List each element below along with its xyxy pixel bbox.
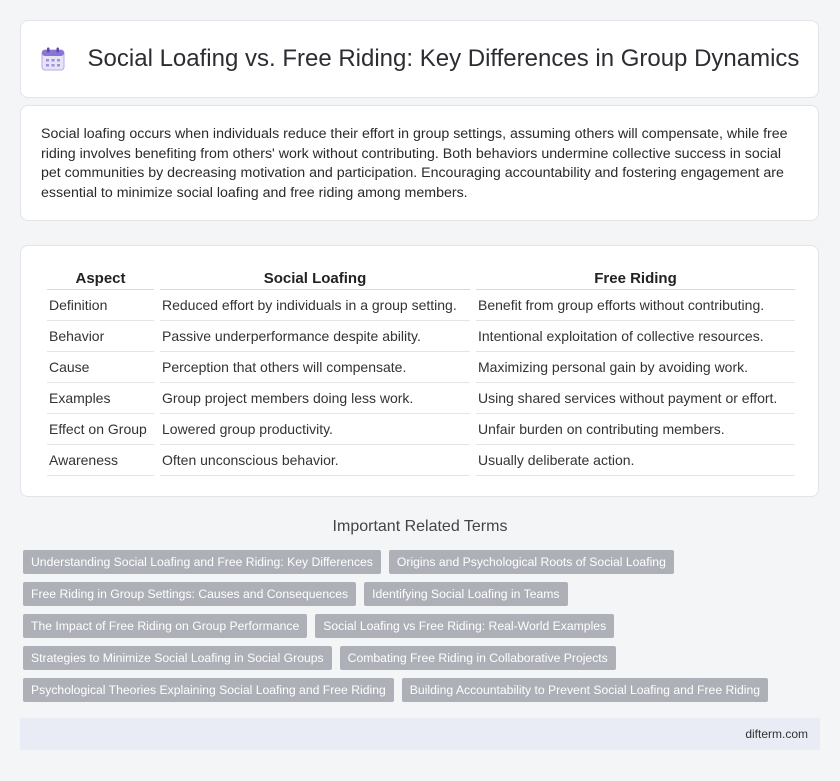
related-term-tag[interactable]: Origins and Psychological Roots of Social Loafing bbox=[389, 550, 674, 574]
related-term-tag[interactable]: Free Riding in Group Settings: Causes and Consequences bbox=[23, 582, 356, 606]
footer bbox=[20, 718, 820, 750]
comparison-card bbox=[20, 245, 819, 497]
table-cell: Awareness bbox=[47, 445, 154, 476]
tag-row bbox=[23, 582, 823, 606]
column-header: Free Riding bbox=[476, 266, 795, 290]
table-cell: Effect on Group bbox=[47, 414, 154, 445]
table-row bbox=[47, 383, 795, 414]
comparison-table bbox=[41, 266, 801, 476]
related-term-tag[interactable]: Strategies to Minimize Social Loafing in Social Groups bbox=[23, 646, 332, 670]
table-cell: Intentional exploitation of collective resources. bbox=[476, 321, 795, 352]
related-term-tag[interactable]: Building Accountability to Prevent Social Loafing and Free Riding bbox=[402, 678, 768, 702]
tag-row bbox=[23, 646, 823, 670]
table-row bbox=[47, 321, 795, 352]
table-cell: Lowered group productivity. bbox=[160, 414, 470, 445]
calendar-icon bbox=[40, 46, 66, 72]
table-cell: Passive underperformance despite ability. bbox=[160, 321, 470, 352]
page-header bbox=[20, 20, 819, 98]
tag-row bbox=[23, 678, 823, 702]
table-cell: Maximizing personal gain by avoiding work. bbox=[476, 352, 795, 383]
table-cell: Reduced effort by individuals in a group setting. bbox=[160, 290, 470, 321]
related-terms-list bbox=[23, 550, 823, 710]
table-row bbox=[47, 414, 795, 445]
table-cell: Perception that others will compensate. bbox=[160, 352, 470, 383]
page-title: Social Loafing vs. Free Riding: Key Differences in Group Dynamics bbox=[87, 45, 800, 72]
related-term-tag[interactable]: Identifying Social Loafing in Teams bbox=[364, 582, 567, 606]
footer-site-link[interactable]: difterm.com bbox=[745, 727, 808, 741]
table-row bbox=[47, 290, 795, 321]
table-row bbox=[47, 352, 795, 383]
table-cell: Group project members doing less work. bbox=[160, 383, 470, 414]
intro-text: Social loafing occurs when individuals reduce their effort in group settings, assuming others will compensate, while free riding involves benefiting from others' work without contributing. Both behaviors undermine collective success in social pet communities by decreasing motivation and participation. Encouraging accountability and fostering engagement are essential to minimize social loafing and free riding among members. bbox=[41, 126, 788, 201]
table-cell: Usually deliberate action. bbox=[476, 445, 795, 476]
table-cell: Often unconscious behavior. bbox=[160, 445, 470, 476]
table-row bbox=[47, 445, 795, 476]
table-header-row bbox=[47, 266, 795, 290]
related-term-tag[interactable]: Psychological Theories Explaining Social Loafing and Free Riding bbox=[23, 678, 394, 702]
related-term-tag[interactable]: Social Loafing vs Free Riding: Real-World Examples bbox=[315, 614, 614, 638]
related-term-tag[interactable]: The Impact of Free Riding on Group Performance bbox=[23, 614, 307, 638]
table-cell: Behavior bbox=[47, 321, 154, 352]
column-header: Social Loafing bbox=[160, 266, 470, 290]
intro-card bbox=[20, 105, 819, 221]
related-terms-title: Important Related Terms bbox=[332, 518, 508, 535]
related-term-tag[interactable]: Understanding Social Loafing and Free Riding: Key Differences bbox=[23, 550, 381, 574]
table-cell: Benefit from group efforts without contributing. bbox=[476, 290, 795, 321]
table-cell: Cause bbox=[47, 352, 154, 383]
table-cell: Definition bbox=[47, 290, 154, 321]
tag-row bbox=[23, 550, 823, 574]
related-term-tag[interactable]: Combating Free Riding in Collaborative Projects bbox=[340, 646, 616, 670]
column-header: Aspect bbox=[47, 266, 154, 290]
table-cell: Unfair burden on contributing members. bbox=[476, 414, 795, 445]
table-cell: Examples bbox=[47, 383, 154, 414]
table-cell: Using shared services without payment or effort. bbox=[476, 383, 795, 414]
tag-row bbox=[23, 614, 823, 638]
